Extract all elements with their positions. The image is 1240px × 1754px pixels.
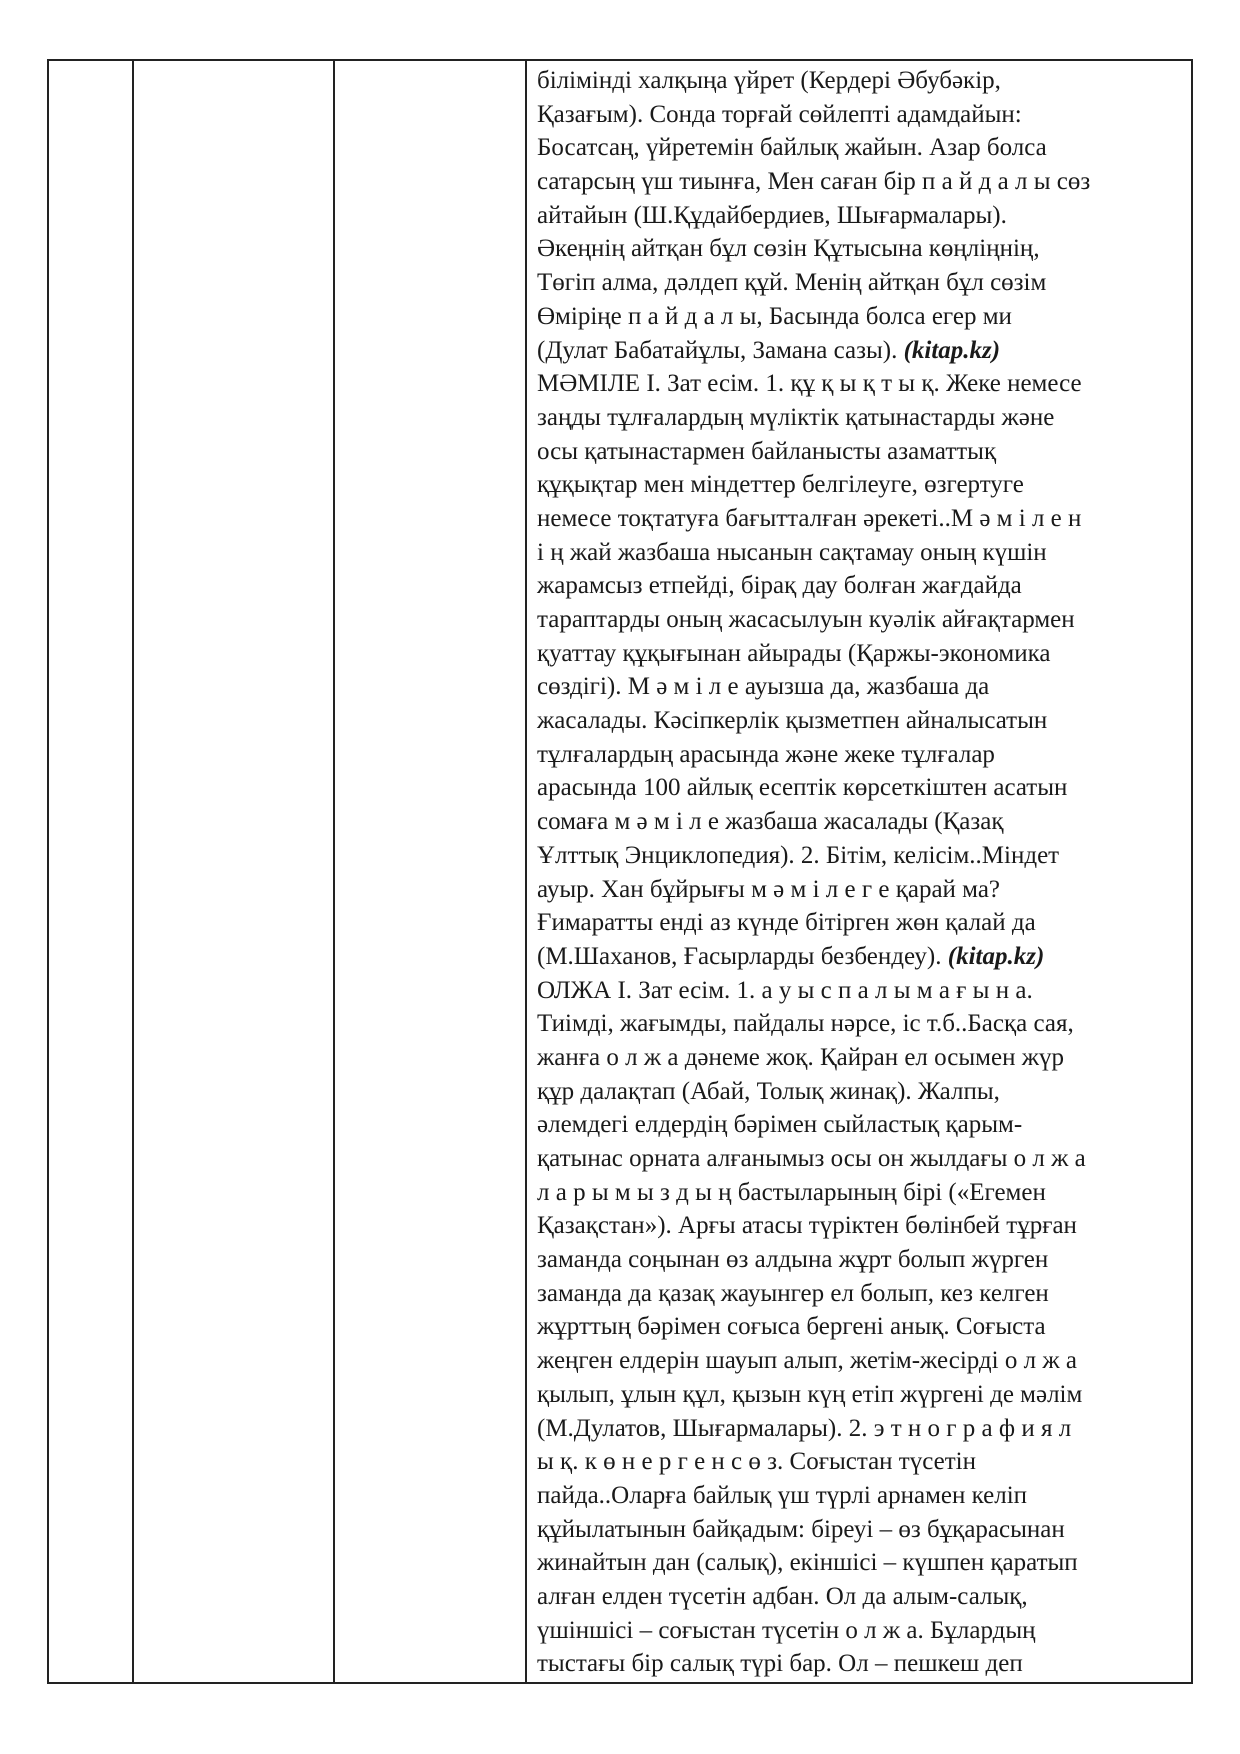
line-text: заманда да қазақ жауынгер ел болып, кез келген xyxy=(537,1279,1049,1307)
line-text: әлемдегі елдердің бәрімен сыйластық қарым- xyxy=(537,1111,1023,1139)
line-text: заманда соңынан өз алдына жұрт болып жүрген xyxy=(537,1246,1049,1274)
line-text: Босатсаң, үйретемін байлық жайын. Азар болса xyxy=(537,134,1047,162)
table-column-1 xyxy=(49,61,134,1682)
line-text: Қазағым). Сонда торғай сөйлепті адамдайын: xyxy=(537,100,1022,128)
line-text: Ұлттық Энциклопедия). 2. Бітім, келісім..Міндет xyxy=(537,841,1060,869)
line-text: л а р ы м ы з д ы ң бастыларының бірі («Егемен xyxy=(537,1178,1046,1206)
line-text: немесе тоқтатуға бағытталған әрекеті..М ә м і л е н xyxy=(537,504,1082,532)
text-line xyxy=(537,1513,1181,1547)
line-text: тыстағы бір салық түрі бар. Ол – пешкеш деп xyxy=(537,1650,1023,1678)
line-text: Әкеңнің айтқан бұл сөзін Құтысына көңліңнің, xyxy=(537,235,1040,263)
text-line xyxy=(537,1142,1181,1176)
text-line xyxy=(537,64,1181,98)
text-line xyxy=(537,1580,1181,1614)
line-text: (Дулат Бабатайұлы, Замана сазы). xyxy=(537,336,904,364)
line-text: сатарсың үш тиынға, Мен саған бір п а й д а л ы сөз xyxy=(537,168,1091,196)
line-text: алған елден түсетін адбан. Ол да алым-салық, xyxy=(537,1582,1028,1610)
text-line xyxy=(537,1007,1181,1041)
line-text: ОЛЖА I. Зат есім. 1. а у ы с п а л ы м а ғ ы н а. xyxy=(537,976,1033,1004)
text-line xyxy=(537,670,1181,704)
text-line xyxy=(537,1378,1181,1412)
line-text: құр далақтап (Абай, Толық жинақ). Жалпы, xyxy=(537,1077,1000,1105)
text-line xyxy=(537,435,1181,469)
text-line xyxy=(537,1412,1181,1446)
text-line xyxy=(537,873,1181,907)
table-column-text xyxy=(527,61,1191,1682)
line-text: үшіншісі – соғыстан түсетін о л ж а. Бұлардың xyxy=(537,1616,1036,1644)
text-line xyxy=(537,98,1181,132)
line-text: Тиімді, жағымды, пайдалы нәрсе, іс т.б..Басқа сая, xyxy=(537,1010,1074,1038)
text-line xyxy=(537,906,1181,940)
text-line xyxy=(537,536,1181,570)
text-line xyxy=(537,1614,1181,1648)
line-text: (М.Дулатов, Шығармалары). 2. э т н о г р а ф и я л xyxy=(537,1414,1072,1442)
dictionary-table xyxy=(47,59,1193,1684)
text-line xyxy=(537,1344,1181,1378)
line-text: осы қатынастармен байланысты азаматтық xyxy=(537,437,997,465)
line-text: Ғимаратты енді аз күнде бітірген жөн қалай да xyxy=(537,909,1036,937)
line-text: тараптарды оның жасасылуын куәлік айғақтармен xyxy=(537,606,1075,633)
text-line xyxy=(537,300,1181,334)
source-reference: (kitap.kz) xyxy=(947,942,1045,970)
text-line xyxy=(537,1041,1181,1075)
text-line xyxy=(537,603,1181,637)
text-line xyxy=(537,401,1181,435)
line-text: жұрттың бәрімен соғыса бергені анық. Соғыста xyxy=(537,1313,1046,1341)
line-text: айтайын (Ш.Құдайбердиев, Шығармалары). xyxy=(537,201,1007,229)
text-line xyxy=(537,569,1181,603)
text-line xyxy=(537,1176,1181,1210)
line-text: жинайтын дан (салық), екіншісі – күшпен қаратып xyxy=(537,1549,1078,1577)
text-line xyxy=(537,1108,1181,1142)
line-text: жанға о л ж а дәнеме жоқ. Қайран ел осымен жүр xyxy=(537,1043,1064,1071)
line-text: құйылатынын байқадым: біреуі – өз бұқарасынан xyxy=(537,1515,1065,1543)
text-line xyxy=(537,704,1181,738)
line-text: білімінді халқыңа үйрет (Кердері Әбубәкір, xyxy=(537,67,1001,94)
text-line xyxy=(537,940,1181,974)
line-text: қатынас орната алғанымыз осы он жылдағы о л ж а xyxy=(537,1145,1086,1172)
text-line xyxy=(537,1209,1181,1243)
line-text: (М.Шаханов, Ғасырларды безбендеу). xyxy=(537,942,948,970)
text-line xyxy=(537,266,1181,300)
line-text: Қазақстан»). Арғы атасы түріктен бөлінбей тұрған xyxy=(537,1212,1077,1240)
line-text: жарамсыз етпейді, бірақ дау болған жағдайда xyxy=(537,572,1022,600)
text-line xyxy=(537,839,1181,873)
text-line xyxy=(537,334,1181,368)
text-line xyxy=(537,805,1181,839)
line-text: Төгіп алма, дәлдеп құй. Менің айтқан бұл сөзім xyxy=(537,269,1047,297)
table-column-3 xyxy=(335,61,527,1682)
text-line xyxy=(537,1445,1181,1479)
table-column-2 xyxy=(134,61,335,1682)
text-line xyxy=(537,199,1181,233)
line-text: ауыр. Хан бұйрығы м ә м і л е г е қарай ма? xyxy=(537,875,1001,903)
line-text: МӘМІЛЕ I. Зат есім. 1. құ қ ы қ т ы қ. Жеке немесе xyxy=(537,370,1082,398)
line-text: құқықтар мен міндеттер белгілеуге, өзгертуге xyxy=(537,471,1024,499)
line-text: жеңген елдерін шауып алып, жетім-жесірді о л ж а xyxy=(537,1347,1077,1375)
line-text: ы қ. к ө н е р г е н с ө з. Соғыстан түсетін xyxy=(537,1448,976,1476)
text-line xyxy=(537,771,1181,805)
text-line xyxy=(537,1310,1181,1344)
text-line xyxy=(537,165,1181,199)
line-text: Өміріңе п а й д а л ы, Басында болса егер ми xyxy=(537,302,1012,330)
text-line xyxy=(537,1546,1181,1580)
text-line xyxy=(537,1479,1181,1513)
line-text: жасалады. Кәсіпкерлік қызметпен айналысатын xyxy=(537,707,1048,735)
source-reference: (kitap.kz) xyxy=(903,336,1001,364)
line-text: пайда..Оларға байлық үш түрлі арнамен келіп xyxy=(537,1481,1028,1509)
line-text: қылып, ұлын құл, қызын күң етіп жүргені де мәлім xyxy=(537,1380,1083,1408)
text-line xyxy=(537,502,1181,536)
text-line xyxy=(537,1277,1181,1311)
line-text: арасында 100 айлық есептік көрсеткіштен асатын xyxy=(537,774,1068,802)
text-line xyxy=(537,1647,1181,1681)
text-line xyxy=(537,738,1181,772)
text-line xyxy=(537,1243,1181,1277)
line-text: сомаға м ә м і л е жазбаша жасалады (Қазақ xyxy=(537,808,1004,836)
text-line xyxy=(537,1075,1181,1109)
text-line xyxy=(537,637,1181,671)
line-text: тұлғалардың арасында және жеке тұлғалар xyxy=(537,740,995,768)
text-line xyxy=(537,367,1181,401)
text-line xyxy=(537,232,1181,266)
text-line xyxy=(537,131,1181,165)
line-text: заңды тұлғалардың мүліктік қатынастарды және xyxy=(537,403,1055,431)
text-line xyxy=(537,974,1181,1008)
line-text: сөздігі). М ә м і л е ауызша да, жазбаша да xyxy=(537,673,990,701)
line-text: і ң жай жазбаша нысанын сақтамау оның күшін xyxy=(537,538,1047,566)
line-text: қуаттау құқығынан айырады (Қаржы-экономика xyxy=(537,639,1051,667)
text-line xyxy=(537,468,1181,502)
